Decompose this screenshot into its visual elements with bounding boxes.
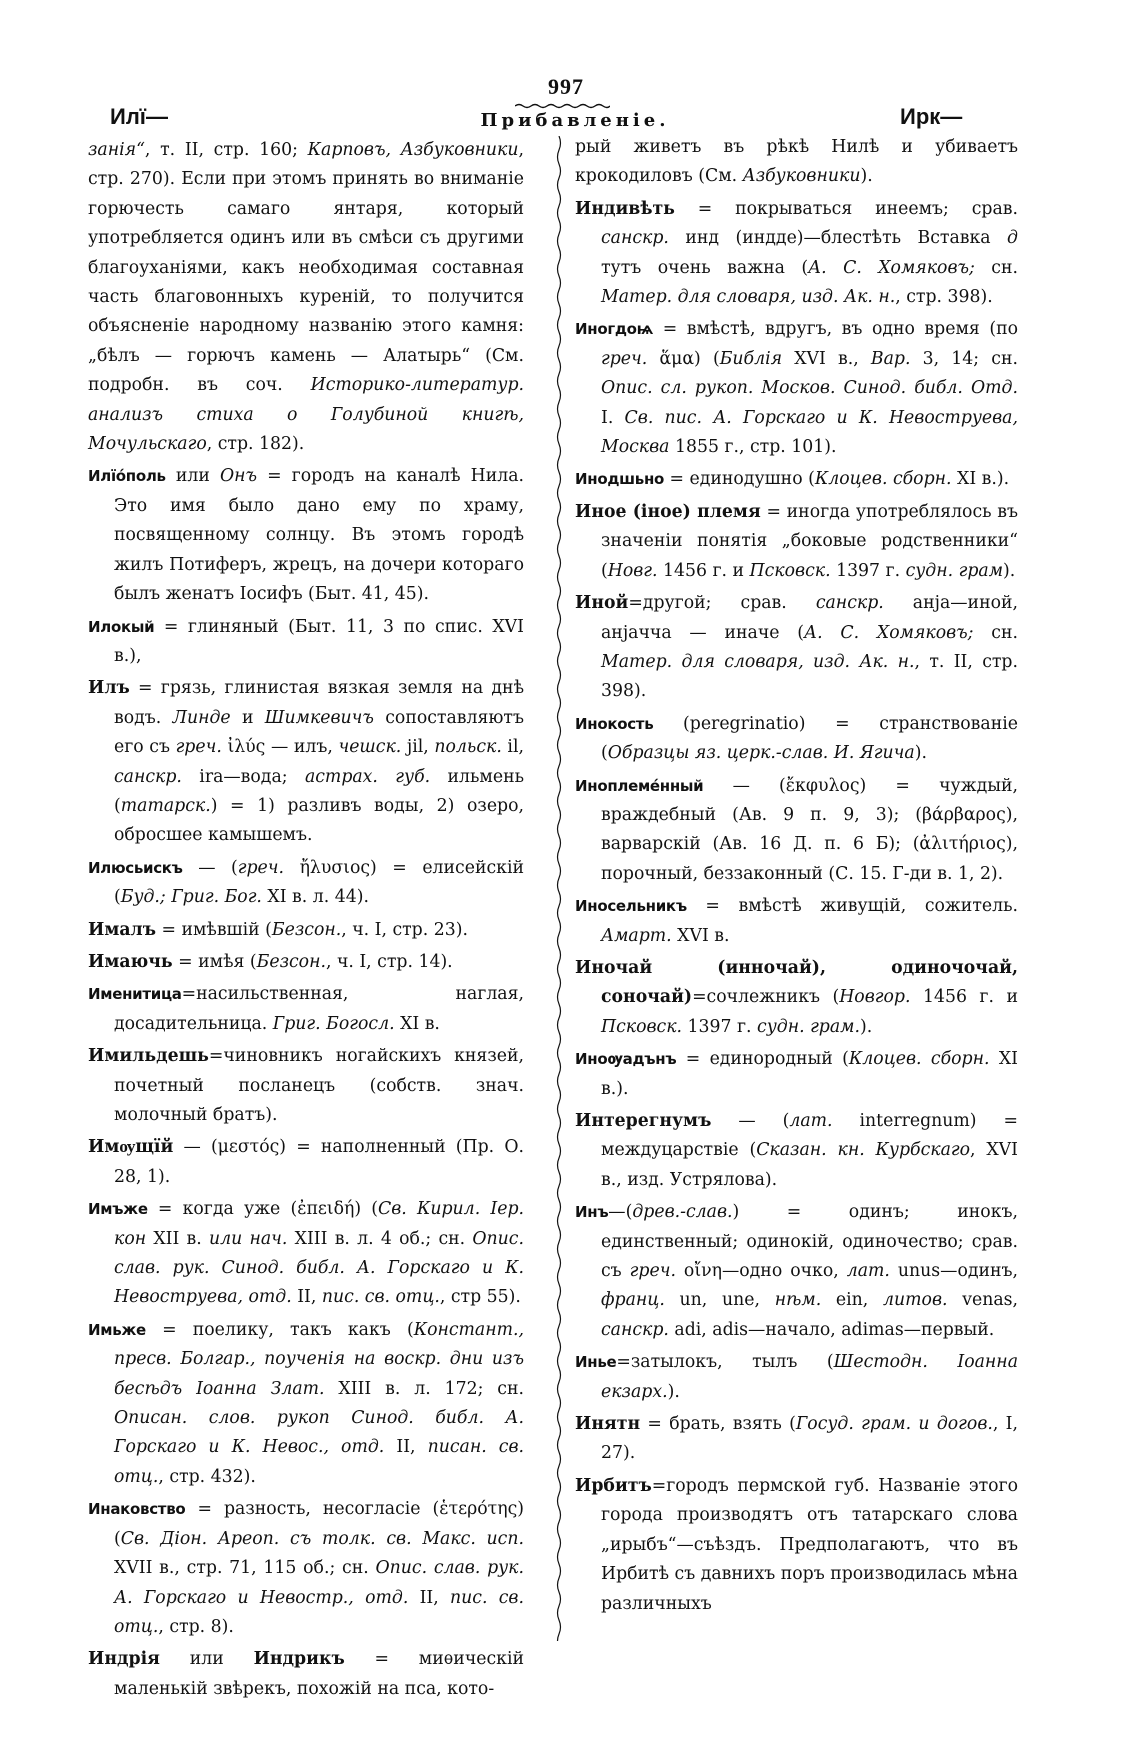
definition-text: οἴνη—одно очко,: [675, 1261, 847, 1282]
citation-italic: Образцы яз. церк.-слав. И. Ягича: [607, 743, 915, 764]
definition-text: =затылокъ, тылъ (: [616, 1352, 834, 1373]
citation-italic: Библія: [719, 348, 783, 369]
citation-italic: греч.: [175, 737, 222, 758]
dictionary-entry: [575, 589, 1018, 707]
headword: Имьже: [88, 1320, 146, 1339]
definition-text: XI в.: [394, 1013, 440, 1034]
definition-text: ) = 1) разливъ воды, 2) озеро, обросшее камышемъ.: [114, 795, 524, 846]
dictionary-entry: [88, 854, 524, 913]
definition-text: = поелику, такъ какъ (: [145, 1319, 414, 1340]
definition-text: = брать, взять (: [640, 1414, 796, 1435]
definition-text: , стр 55).: [439, 1287, 521, 1308]
definition-text: = миѳическій маленькій звѣрекъ, похожій на пса, кото-: [114, 1649, 524, 1699]
definition-text: ἤλυσιος) = елисейскій (: [114, 857, 524, 908]
definition-text: XII в.: [146, 1228, 209, 1249]
definition-text: II,: [291, 1287, 322, 1308]
definition-text: adi, adis—начало, adimas—первый.: [668, 1319, 995, 1340]
headword: Иное (іное) племя: [575, 501, 761, 522]
citation-italic: лат.: [846, 1261, 890, 1282]
citation-italic: санскр.: [114, 766, 182, 787]
dictionary-entry: [575, 1045, 1018, 1104]
headword: Иноплеме́нный: [575, 776, 704, 795]
headword: Именитица: [88, 985, 182, 1004]
definition-text: ἰλύς — илъ,: [221, 737, 339, 758]
definition-text: — (μεστός) = наполненный (Пр. О. 28, 1).: [114, 1137, 524, 1187]
definition-text: , I, 27).: [601, 1414, 1018, 1464]
citation-italic: Онъ: [219, 466, 258, 487]
dictionary-entry: [575, 1198, 1018, 1345]
dictionary-entry: [88, 1195, 524, 1313]
citation-italic: древ.-слав.: [632, 1202, 733, 1223]
definition-text: = единодушно (: [664, 469, 815, 490]
definition-text: — (ἔκφυλος) = чуждый, враждебный (Ав. 9 п. 9, 3); (βάρβαρος), варварскій (Ав. 16 Д. п. 6 Б); (ἀλιτήριος), порочный, беззаконный (С. 15. Г-ди в. 1, 2).: [601, 775, 1018, 884]
citation-italic: санскр.: [601, 1319, 669, 1340]
citation-italic: Псковск.: [749, 560, 831, 581]
definition-text: ).: [914, 743, 927, 764]
definition-text: venas,: [947, 1290, 1019, 1311]
definition-text: , стр. 270). Если при этомъ принять во вниманіе горючесть самаго янтаря, который употребляется одинъ или въ смѣси съ другими благоуханіями, какъ необходимая составная часть благовонныхъ куреній, то получится объясненіе народному названію этого камня: „бѣлъ — горючъ камень — Алатырь“ (См. подробн. въ соч.: [88, 140, 524, 396]
definition-text: , стр. 8).: [158, 1616, 234, 1637]
definition-text: XI в.).: [951, 469, 1010, 490]
section-title: Прибавленіе.: [480, 110, 670, 131]
page-number: 997: [548, 74, 584, 99]
definition-text: , стр. 398).: [895, 287, 993, 308]
definition-text: = иногда употреблялось въ значеніи понятія „боковые родственники“ (: [601, 501, 1018, 581]
definition-text: = имѣвшій (: [155, 919, 272, 940]
right-column: [575, 133, 1018, 1622]
citation-italic: Описан. слов. рукоп Синод. библ. А. Горскаго и К. Невос., отд.: [114, 1408, 524, 1458]
citation-italic: греч.: [601, 348, 648, 369]
definition-text: сопоставляютъ его съ: [114, 707, 524, 758]
definition-text: = вмѣстѣ живущій, сожитель.: [686, 896, 1018, 917]
definition-text: 1456 г. и: [657, 560, 750, 581]
dictionary-entry: [88, 1645, 524, 1704]
citation-italic: Азбуковники: [742, 166, 861, 187]
citation-italic: Матер. для словаря, изд. Ак. н.: [601, 287, 896, 308]
running-head-left: Илї—: [110, 104, 168, 129]
dictionary-entry: [575, 1107, 1018, 1195]
definition-text: анја—иной, анјачча — иначе (: [601, 593, 1018, 643]
headword: Инаковство: [88, 1500, 186, 1519]
headword: Ирбитъ: [575, 1475, 652, 1496]
definition-text: ильмень (: [114, 766, 524, 816]
definition-text: , т. II, стр. 160;: [144, 140, 308, 160]
definition-text: ).: [860, 1016, 873, 1037]
dictionary-entry: [575, 498, 1018, 586]
citation-italic: Псковск.: [601, 1016, 683, 1037]
citation-italic: астрах. губ.: [304, 766, 431, 787]
definition-text: , ч. I, стр. 14).: [325, 951, 453, 972]
citation-italic: Св. пис. А. Горскаго и К. Невоструева, Москва: [601, 407, 1018, 458]
citation-italic: Клоцев. сборн.: [848, 1049, 990, 1070]
citation-italic: Госуд. грам. и догов.: [795, 1414, 993, 1435]
definition-text: = единородный (: [676, 1049, 849, 1070]
definition-text: XIII в. л. 4 об.; сн.: [287, 1228, 473, 1249]
headword: Иносельникъ: [575, 897, 687, 916]
citation-italic: или нач.: [209, 1228, 288, 1249]
citation-italic: Буд.; Григ. Бог.: [120, 887, 262, 908]
dictionary-entry: [575, 954, 1018, 1042]
citation-italic: Клоцев. сборн.: [814, 469, 952, 490]
definition-text: ira—вода;: [181, 766, 305, 787]
dictionary-entry: [88, 1042, 524, 1130]
citation-italic: А. С. Хомяковъ;: [808, 257, 975, 278]
definition-text: — (: [182, 857, 238, 878]
citation-italic: Шимкевичъ: [264, 707, 374, 728]
definition-text: = разность, несогласіе (ἑτερότης) (: [114, 1499, 524, 1549]
citation-italic: санскр.: [815, 593, 884, 614]
citation-italic: Новгор.: [839, 987, 911, 1008]
headword: Иной: [575, 593, 629, 614]
dictionary-entry: [88, 1495, 524, 1642]
headword: Инятн: [575, 1414, 641, 1435]
citation-italic: Григ. Богосл.: [272, 1013, 395, 1034]
citation-italic: Св. Кирил. Іер. кон: [114, 1199, 524, 1249]
citation-italic: Безсон.: [256, 951, 326, 972]
citation-italic: литов.: [883, 1290, 948, 1311]
dictionary-entry: [575, 1348, 1018, 1407]
definition-text: ein,: [821, 1290, 884, 1311]
citation-italic: Вар.: [870, 348, 911, 369]
headword: Имильдешь: [88, 1046, 209, 1067]
headword: Инокость: [575, 714, 654, 733]
dictionary-entry: [575, 892, 1018, 951]
definition-text: , ч. I, стр. 23).: [341, 919, 468, 940]
citation-italic: Линде: [172, 707, 231, 728]
dictionary-entry: [88, 674, 524, 850]
definition-text: = грязь, глинистая вязкая земля на днѣ водъ.: [114, 678, 524, 728]
headword: Илокый: [88, 617, 155, 636]
definition-text: , стр. 432).: [158, 1466, 256, 1487]
headword: Инодшьно: [575, 470, 665, 489]
citation-italic: Безсон.: [271, 919, 342, 940]
definition-text: unus—одинъ,: [889, 1261, 1019, 1282]
definition-text: = когда уже (ἐπειδή) (: [147, 1199, 379, 1220]
column-divider: [553, 136, 565, 1641]
definition-text: —(: [608, 1202, 633, 1223]
citation-italic: писан. св. отц.: [114, 1437, 525, 1487]
citation-italic: чешск.: [338, 737, 402, 758]
citation-italic: д: [1007, 228, 1018, 249]
definition-text: или: [165, 466, 220, 487]
dictionary-entry: [575, 1410, 1018, 1469]
definition-text: ) = одинъ; инокъ, единственный; одинокій, одиночество; срав. съ: [601, 1202, 1018, 1282]
definition-text: =чиновникъ ногайскихъ князей, почетный посланецъ (собств. знач. молочный братъ).: [114, 1046, 524, 1125]
definition-text: тутъ очень важна (: [601, 257, 809, 278]
definition-text: il,: [501, 737, 524, 758]
definition-text: ἅμα) (: [647, 348, 720, 369]
definition-text: 1855 г., стр. 101).: [669, 437, 837, 458]
citation-italic: франц.: [601, 1290, 665, 1311]
citation-italic: польск.: [434, 737, 502, 758]
definition-text: XVI в.,: [782, 348, 871, 369]
citation-italic: Опис. сл. рукоп. Москов. Синод. библ. Отд.: [601, 378, 1018, 399]
definition-text: XVII в., стр. 71, 115 об.; сн.: [114, 1558, 376, 1579]
citation-italic: судн. грам: [905, 560, 1004, 581]
dictionary-entry: [88, 1133, 524, 1192]
definition-text: =другой; срав.: [628, 593, 816, 614]
headword: Илъ: [88, 678, 130, 699]
dictionary-entry: [575, 1472, 1018, 1619]
citation-italic: пис. св. отц.: [321, 1287, 440, 1308]
citation-italic: татарск.: [120, 795, 211, 816]
citation-italic: Новг.: [607, 560, 658, 581]
citation-italic: санскр.: [601, 228, 669, 249]
headword: Инье: [575, 1353, 617, 1372]
dictionary-entry: [575, 772, 1018, 890]
dictionary-entry: [88, 948, 524, 977]
citation-italic: Шестодн. Іоанна екзарх.: [601, 1352, 1018, 1402]
headword: Имѹщїй: [88, 1137, 174, 1158]
citation-italic: пис. св. отц.: [114, 1587, 524, 1637]
citation-italic: Амарт.: [601, 925, 672, 946]
dictionary-entry: [575, 195, 1018, 313]
citation-italic: Опис. слав. рук. А. Горскаго и Невостр., отд.: [114, 1558, 524, 1608]
headword: Имаючь: [88, 951, 173, 972]
page-number-underline: [515, 103, 610, 109]
definition-text: jil,: [401, 737, 435, 758]
headword: Иногдоѩ: [575, 320, 654, 339]
dictionary-entry: [575, 315, 1018, 462]
citation-italic: Опис. слав. рук. Синод. библ. А. Горскаго и К. Невоструева, отд.: [114, 1228, 524, 1308]
dictionary-entry: [88, 980, 524, 1039]
definition-text: XI в.).: [601, 1049, 1018, 1099]
definition-text: 1456 г. и: [910, 987, 1018, 1008]
definition-text: инд (индде)—блестѣть Вставка: [668, 228, 1008, 249]
definition-text: или: [159, 1649, 254, 1670]
definition-text: XI в. л. 44).: [261, 887, 369, 908]
citation-italic: А. С. Хомяковъ;: [804, 622, 974, 643]
definition-text: (peregrinatio) = странствованіе (: [601, 713, 1018, 764]
entry-continuation: [575, 133, 1018, 192]
citation-italic: греч.: [629, 1261, 676, 1282]
definition-text: ).: [860, 166, 873, 187]
dictionary-entry: [88, 462, 524, 609]
definition-text: = покрываться инеемъ; срав.: [674, 198, 1018, 219]
definition-text: 1397 г.: [682, 1016, 758, 1037]
definition-text: =сочлежникъ (: [692, 987, 840, 1008]
headword: Интерегнумъ: [575, 1111, 712, 1131]
running-head-right: Ирк—: [900, 104, 963, 129]
citation-italic: Историко-литератур. анализъ стиха о Голубиной книгѣ, Мочульскаго: [88, 375, 524, 455]
definition-text: II,: [408, 1587, 451, 1608]
headword: Иночай (инночай), одиночочай, соночай): [575, 957, 1018, 1008]
citation-italic: Карповъ, Азбуковники: [307, 140, 519, 160]
definition-text: I.: [601, 407, 625, 428]
definition-text: = вмѣстѣ, вдругъ, въ одно время (по: [653, 319, 1018, 340]
left-column: [88, 136, 524, 1707]
headword: Иноѹадънъ: [575, 1050, 677, 1069]
citation-italic: нѣм.: [774, 1290, 822, 1311]
definition-text: , т. II, стр. 398).: [601, 651, 1018, 702]
definition-text: ).: [667, 1381, 680, 1402]
definition-text: ).: [1003, 560, 1016, 581]
citation-italic: греч.: [237, 857, 285, 878]
definition-text: , стр. 182).: [206, 434, 305, 455]
definition-text: 3, 14; сн.: [910, 348, 1018, 369]
dictionary-entry: [88, 613, 524, 672]
definition-text: и: [230, 707, 265, 728]
headword: Илюсьискъ: [88, 858, 183, 877]
citation-italic: лат.: [789, 1111, 833, 1131]
headword: Имъже: [88, 1200, 148, 1219]
citation-italic: Констант., пресв. Болгар., поученія на воскр. дни изъ бесѣдъ Іоанна Злат.: [114, 1319, 524, 1399]
definition-text: =насильственная, наглая, досадительница.: [114, 984, 524, 1034]
definition-text: = городъ на каналѣ Нила. Это имя было дано ему по храму, посвященному солнцу. Въ этомъ городѣ жилъ Потиферъ, жрецъ, на дочери котораго былъ женатъ Іосифъ (Быт. 41, 45).: [114, 466, 524, 605]
headword: Илїо́поль: [88, 467, 166, 486]
citation-italic: Сказан. кн. Курбскаго: [756, 1140, 971, 1161]
dictionary-entry: [88, 1316, 524, 1492]
dictionary-entry: [575, 710, 1018, 769]
definition-text: XIII в. л. 172; сн.: [324, 1378, 524, 1399]
definition-text: XVI в.: [671, 925, 730, 946]
headword: Индрія: [88, 1649, 160, 1670]
definition-text: II,: [384, 1437, 428, 1458]
definition-text: un, une,: [664, 1290, 775, 1311]
headword: Инъ: [575, 1203, 609, 1222]
headword: Ималъ: [88, 919, 156, 940]
citation-italic: Матер. для словаря, изд. Ак. н.: [601, 651, 915, 672]
definition-text: = глиняный (Быт. 11, 3 по спис. XVI в.),: [114, 616, 524, 666]
entry-continuation: [88, 136, 524, 459]
dictionary-entry: [575, 465, 1018, 494]
definition-text: сн.: [974, 257, 1018, 278]
dictionary-entry: [88, 916, 524, 945]
citation-italic: Св. Діон. Ареоп. съ толк. св. Макс. исп.: [120, 1528, 524, 1549]
definition-text: = имѣя (: [172, 951, 257, 972]
headword: Индрикъ: [253, 1649, 345, 1670]
definition-text: 1397 г.: [830, 560, 906, 581]
definition-text: сн.: [973, 622, 1018, 643]
citation-italic: занія“: [88, 140, 145, 160]
definition-text: interregnum) = междуцарствіе (: [601, 1111, 1018, 1161]
definition-text: рый живетъ въ рѣкѣ Нилѣ и убиваетъ крокодиловъ (См.: [575, 137, 1018, 187]
headword: Индивѣть: [575, 198, 675, 219]
definition-text: , XVI в., изд. Устрялова).: [601, 1140, 1018, 1190]
definition-text: — (: [711, 1111, 790, 1131]
definition-text: =городъ пермской губ. Названіе этого города производятъ отъ татарскаго слова „ирыбъ“—съѣздъ. Предполагаютъ, что въ Ирбитѣ съ давнихъ поръ производилась мѣна различныхъ: [601, 1475, 1018, 1614]
citation-italic: судн. грам.: [757, 1016, 860, 1037]
